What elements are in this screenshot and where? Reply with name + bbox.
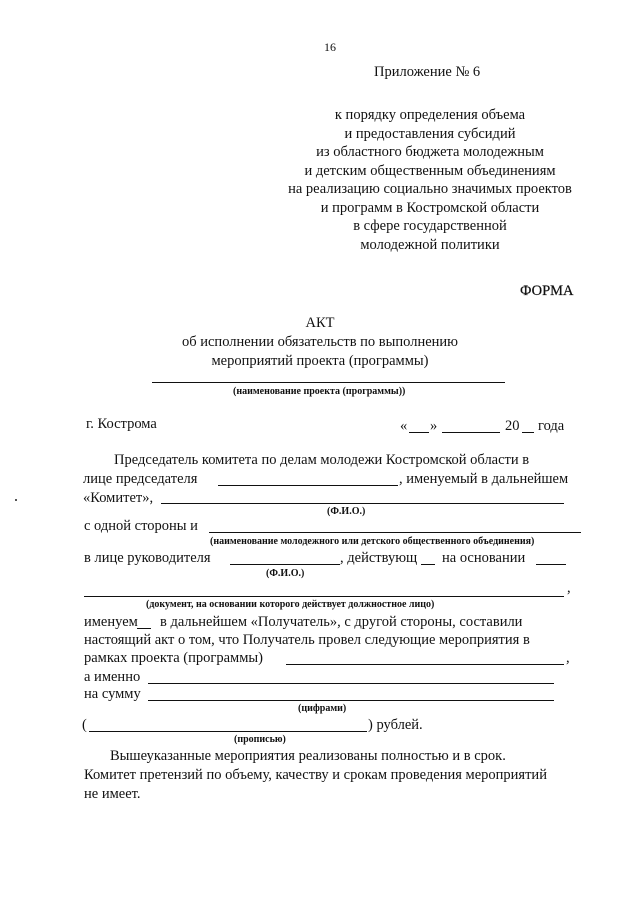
org-caption: (наименование молодежного или детского общественного объединения) bbox=[210, 536, 535, 547]
date-close-quote: » bbox=[430, 418, 438, 434]
act-subtitle-2: мероприятий проекта (программы) bbox=[211, 353, 429, 369]
p1-line3: «Комитет», bbox=[83, 490, 154, 506]
date-day-line bbox=[409, 432, 429, 433]
open-paren: ( bbox=[82, 717, 87, 733]
p3-line1-a: именуем bbox=[84, 614, 138, 630]
appendix-line: и программ в Костромской области bbox=[320, 199, 540, 216]
appendix-line: к порядку определения объема bbox=[334, 107, 526, 123]
appendix-line: в сфере государственной bbox=[353, 218, 507, 234]
p3-line1-b: в дальнейшем «Получатель», с другой стороны, составили bbox=[160, 614, 523, 630]
events-line bbox=[286, 664, 564, 665]
date-open-quote: « bbox=[400, 418, 408, 434]
p3-line2: настоящий акт о том, что Получатель провел следующие мероприятия в bbox=[84, 632, 530, 648]
sum-words-line bbox=[89, 731, 367, 732]
date-year-line bbox=[522, 432, 534, 433]
p2-line2-a: в лице руководителя bbox=[84, 550, 211, 566]
place: г. Кострома bbox=[86, 416, 157, 432]
rubles: ) рублей. bbox=[368, 717, 423, 733]
act-title: АКТ bbox=[305, 315, 335, 331]
form-label: ФОРМА bbox=[520, 283, 574, 299]
comma-1: , bbox=[567, 580, 571, 596]
p3-line3: рамках проекта (программы) bbox=[84, 650, 263, 666]
project-name-line bbox=[152, 382, 505, 383]
acting-suffix-line bbox=[421, 564, 435, 565]
fio-caption: (Ф.И.О.) bbox=[327, 506, 366, 517]
sum-digits-line bbox=[148, 700, 554, 701]
p1-line2-b: , именуемый в дальнейшем bbox=[399, 471, 569, 487]
act-title-block bbox=[120, 313, 520, 371]
basis-line bbox=[536, 564, 566, 565]
appendix-line: и предоставления субсидий bbox=[344, 125, 516, 142]
appendix-line: и детским общественным объединениям bbox=[304, 162, 556, 179]
comma-2: , bbox=[566, 650, 570, 666]
project-caption: (наименование проекта (программы)) bbox=[233, 386, 406, 397]
scan-speck bbox=[15, 499, 17, 501]
appendix-line: на реализацию социально значимых проектов bbox=[288, 181, 572, 197]
fio-caption-2: (Ф.И.О.) bbox=[266, 568, 305, 579]
doc-caption: (документ, на основании которого действует должностное лицо) bbox=[146, 599, 435, 610]
appendix-line: из областного бюджета молодежным bbox=[316, 144, 544, 160]
date-year-prefix: 20 bbox=[505, 418, 520, 434]
p2-line2-c: на основании bbox=[442, 550, 526, 566]
p2-line1: с одной стороны и bbox=[84, 518, 198, 534]
p4-line3: не имеет. bbox=[84, 786, 141, 802]
p4-line1: Вышеуказанные мероприятия реализованы полностью и в срок. bbox=[110, 748, 506, 764]
named-suffix-line bbox=[137, 628, 151, 629]
date-month-line bbox=[442, 432, 500, 433]
committee-name-line bbox=[161, 503, 564, 504]
page-number: 16 bbox=[324, 40, 336, 54]
head-name-line bbox=[230, 564, 340, 565]
p3-line5: на сумму bbox=[84, 686, 141, 702]
p1-line2-a: лице председателя bbox=[83, 471, 198, 487]
p4-line2: Комитет претензий по объему, качеству и срокам проведения мероприятий bbox=[84, 767, 547, 783]
chairman-name-line bbox=[218, 485, 398, 486]
appendix-title: Приложение № 6 bbox=[374, 64, 481, 80]
words-caption: (прописью) bbox=[234, 734, 286, 745]
date-suffix: года bbox=[538, 418, 565, 434]
namely-line bbox=[148, 683, 554, 684]
p1-line1: Председатель комитета по делам молодежи Костромской области в bbox=[114, 452, 530, 468]
p2-line2-b: , действующ bbox=[340, 550, 418, 566]
act-subtitle-1: об исполнении обязательств по выполнению bbox=[181, 334, 459, 350]
p3-line4: а именно bbox=[84, 669, 141, 685]
digits-caption: (цифрами) bbox=[298, 703, 347, 714]
appendix-block bbox=[260, 106, 600, 254]
document-line bbox=[84, 596, 564, 597]
org-name-line bbox=[209, 532, 581, 533]
appendix-line: молодежной политики bbox=[360, 236, 500, 253]
